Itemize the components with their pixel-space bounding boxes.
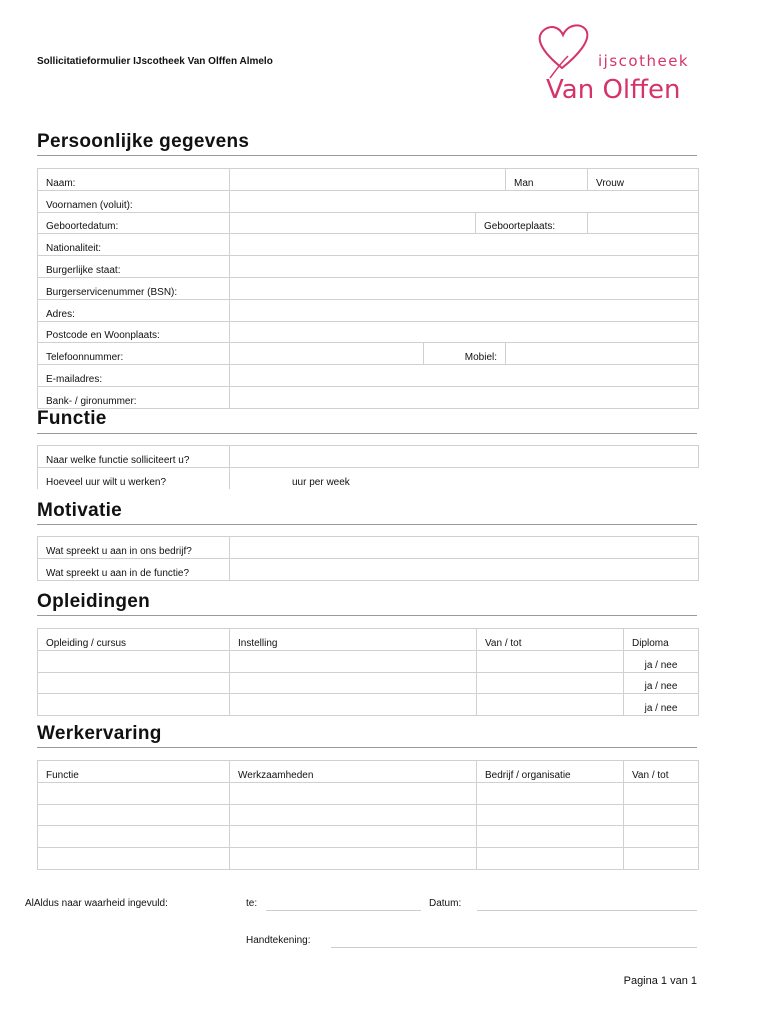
input-instelling[interactable] bbox=[230, 672, 477, 694]
row-motivatie-functie bbox=[38, 558, 699, 580]
col-header-functie: Functie bbox=[38, 761, 230, 783]
table-row bbox=[38, 650, 699, 672]
input-instelling[interactable] bbox=[230, 694, 477, 716]
page-number: Pagina 1 van 1 bbox=[623, 975, 697, 987]
label-nationaliteit: Nationaliteit: bbox=[38, 234, 230, 256]
label-postcode: Postcode en Woonplaats: bbox=[38, 321, 230, 343]
input-werkzaamheden[interactable] bbox=[230, 826, 477, 848]
werkervaring-table bbox=[37, 760, 699, 870]
label-adres: Adres: bbox=[38, 299, 230, 321]
col-header-van-tot: Van / tot bbox=[624, 761, 699, 783]
table-row bbox=[38, 782, 699, 804]
input-geboortedatum[interactable] bbox=[230, 212, 476, 234]
input-email[interactable] bbox=[230, 365, 699, 387]
input-voornamen[interactable] bbox=[230, 190, 699, 212]
row-naam bbox=[38, 169, 699, 191]
input-van-tot[interactable] bbox=[624, 826, 699, 848]
label-motivatie-bedrijf: Wat spreekt u aan in ons bedrijf? bbox=[38, 537, 230, 559]
input-handtekening-line[interactable] bbox=[331, 947, 697, 948]
input-functie[interactable] bbox=[38, 804, 230, 826]
input-adres[interactable] bbox=[230, 299, 699, 321]
input-functie[interactable] bbox=[38, 848, 230, 870]
input-geboorteplaats[interactable] bbox=[588, 212, 699, 234]
input-motivatie-functie[interactable] bbox=[230, 558, 699, 580]
row-burgerlijke bbox=[38, 256, 699, 278]
row-motivatie-bedrijf bbox=[38, 537, 699, 559]
input-motivatie-bedrijf[interactable] bbox=[230, 537, 699, 559]
motivatie-table bbox=[37, 536, 699, 581]
logo-top-text: ijscotheek bbox=[598, 52, 690, 70]
input-burgerlijke-staat[interactable] bbox=[230, 256, 699, 278]
row-email bbox=[38, 365, 699, 387]
col-header-bedrijf: Bedrijf / organisatie bbox=[477, 761, 624, 783]
col-header-werkzaamheden: Werkzaamheden bbox=[230, 761, 477, 783]
input-naam[interactable] bbox=[230, 169, 506, 191]
input-bank[interactable] bbox=[230, 386, 699, 408]
label-alaldus: AlAldus naar waarheid ingevuld: bbox=[25, 898, 168, 909]
row-bsn bbox=[38, 277, 699, 299]
col-header-van-tot: Van / tot bbox=[477, 629, 624, 651]
row-adres bbox=[38, 299, 699, 321]
werkervaring-header-row bbox=[38, 761, 699, 783]
section-title-personal: Persoonlijke gegevens bbox=[37, 131, 250, 152]
input-bedrijf[interactable] bbox=[477, 848, 624, 870]
table-row bbox=[38, 694, 699, 716]
diploma-ja-nee[interactable]: ja / nee bbox=[624, 672, 699, 694]
row-uren bbox=[38, 467, 699, 488]
input-bsn[interactable] bbox=[230, 277, 699, 299]
label-functie-vraag: Naar welke functie solliciteert u? bbox=[38, 446, 230, 468]
label-geboortedatum: Geboortedatum: bbox=[38, 212, 230, 234]
input-opleiding[interactable] bbox=[38, 694, 230, 716]
table-row bbox=[38, 826, 699, 848]
label-datum: Datum: bbox=[429, 898, 462, 909]
input-postcode[interactable] bbox=[230, 321, 699, 343]
section-title-motivatie: Motivatie bbox=[37, 500, 123, 521]
label-handtekening: Handtekening: bbox=[246, 935, 311, 946]
label-telefoon: Telefoonnummer: bbox=[38, 343, 230, 365]
input-van-tot[interactable] bbox=[624, 804, 699, 826]
label-geboorteplaats: Geboorteplaats: bbox=[476, 212, 588, 234]
input-bedrijf[interactable] bbox=[477, 782, 624, 804]
section-divider bbox=[37, 615, 697, 616]
label-naam: Naam: bbox=[38, 169, 230, 191]
row-nationaliteit bbox=[38, 234, 699, 256]
table-row bbox=[38, 672, 699, 694]
label-burgerlijke-staat: Burgerlijke staat: bbox=[38, 256, 230, 278]
section-divider bbox=[37, 524, 697, 525]
input-functie[interactable] bbox=[38, 782, 230, 804]
input-van-tot[interactable] bbox=[477, 672, 624, 694]
col-header-instelling: Instelling bbox=[230, 629, 477, 651]
input-mobiel[interactable] bbox=[506, 343, 699, 365]
section-divider bbox=[37, 155, 697, 156]
input-van-tot[interactable] bbox=[624, 782, 699, 804]
input-nationaliteit[interactable] bbox=[230, 234, 699, 256]
input-werkzaamheden[interactable] bbox=[230, 848, 477, 870]
label-voornamen: Voornamen (voluit): bbox=[38, 190, 230, 212]
row-telefoon bbox=[38, 343, 699, 365]
label-uren-vraag: Hoeveel uur wilt u werken? bbox=[38, 467, 230, 488]
col-header-diploma: Diploma bbox=[624, 629, 699, 651]
functie-table bbox=[37, 445, 699, 489]
input-bedrijf[interactable] bbox=[477, 804, 624, 826]
input-van-tot[interactable] bbox=[624, 848, 699, 870]
table-row bbox=[38, 804, 699, 826]
section-divider bbox=[37, 747, 697, 748]
label-te: te: bbox=[246, 898, 258, 909]
input-functie[interactable] bbox=[230, 446, 699, 468]
section-title-functie: Functie bbox=[37, 408, 107, 429]
input-van-tot[interactable] bbox=[477, 650, 624, 672]
input-functie[interactable] bbox=[38, 826, 230, 848]
option-man[interactable]: Man bbox=[506, 169, 588, 191]
option-vrouw[interactable]: Vrouw bbox=[588, 169, 699, 191]
label-mobiel: Mobiel: bbox=[424, 343, 506, 365]
row-bank bbox=[38, 386, 699, 408]
row-functie bbox=[38, 446, 699, 468]
company-logo bbox=[532, 20, 702, 105]
input-te-line[interactable] bbox=[266, 910, 421, 911]
row-postcode bbox=[38, 321, 699, 343]
document-title: Sollicitatieformulier IJscotheek Van Olffen Almelo bbox=[37, 56, 273, 67]
input-datum-line[interactable] bbox=[477, 910, 697, 911]
input-telefoon[interactable] bbox=[230, 343, 424, 365]
input-bedrijf[interactable] bbox=[477, 826, 624, 848]
label-uur-per-week: uur per week bbox=[292, 476, 350, 488]
logo-bottom-text: Van Olffen bbox=[546, 75, 681, 105]
label-motivatie-functie: Wat spreekt u aan in de functie? bbox=[38, 558, 230, 580]
input-instelling[interactable] bbox=[230, 650, 477, 672]
opleidingen-header-row bbox=[38, 629, 699, 651]
input-opleiding[interactable] bbox=[38, 672, 230, 694]
section-divider bbox=[37, 433, 697, 434]
opleidingen-table bbox=[37, 628, 699, 716]
input-werkzaamheden[interactable] bbox=[230, 782, 477, 804]
input-werkzaamheden[interactable] bbox=[230, 804, 477, 826]
label-email: E-mailadres: bbox=[38, 365, 230, 387]
row-voornamen bbox=[38, 190, 699, 212]
diploma-ja-nee[interactable]: ja / nee bbox=[624, 650, 699, 672]
row-geboortedatum bbox=[38, 212, 699, 234]
label-bank: Bank- / gironummer: bbox=[38, 386, 230, 408]
section-title-werkervaring: Werkervaring bbox=[37, 723, 162, 744]
section-title-opleidingen: Opleidingen bbox=[37, 591, 151, 612]
personal-table bbox=[37, 168, 699, 409]
col-header-opleiding: Opleiding / cursus bbox=[38, 629, 230, 651]
table-row bbox=[38, 848, 699, 870]
diploma-ja-nee[interactable]: ja / nee bbox=[624, 694, 699, 716]
label-bsn: Burgerservicenummer (BSN): bbox=[38, 277, 230, 299]
input-opleiding[interactable] bbox=[38, 650, 230, 672]
input-van-tot[interactable] bbox=[477, 694, 624, 716]
